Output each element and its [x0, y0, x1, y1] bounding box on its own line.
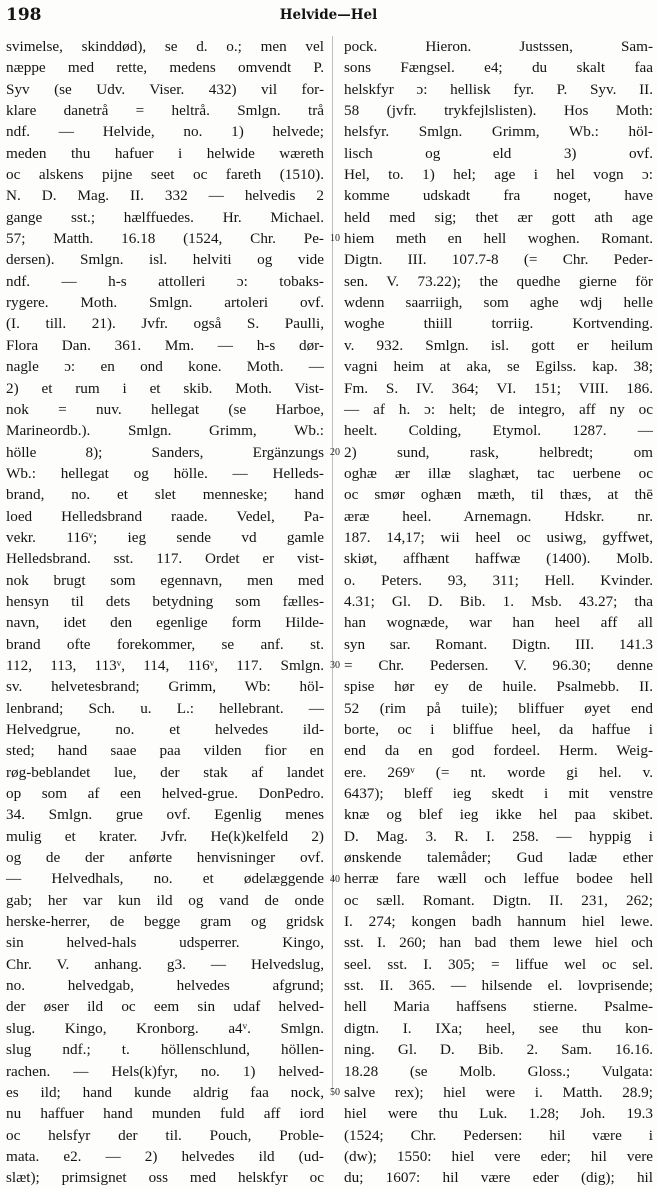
text-line: = Chr. Pedersen. V. 96.30; denne — [344, 656, 653, 674]
text-line: I. 274; kongen badh hannum hiel lewe. — [344, 913, 653, 931]
text-line: 4.31; Gl. D. Bib. 1. Msb. 43.27; tha — [344, 592, 653, 610]
text-line: (1524; Chr. Pedersen: hil være i — [344, 1126, 653, 1144]
text-line: salve rex); hiel were i. Matth. 28.9; — [344, 1083, 653, 1101]
text-line: mata. e2. — 2) helvedes ild (ud- — [6, 1147, 324, 1165]
text-line: vekr. 116ᵛ; ieg sende vd gamle — [6, 528, 324, 546]
line-number: 30 — [330, 660, 340, 672]
column-divider — [332, 36, 333, 1096]
text-line: op som af een helved-grue. DonPedro. — [6, 785, 324, 803]
text-line: æræ heel. Arnemagn. Hdskr. nr. — [344, 507, 653, 525]
text-line: Chr. V. anhang. g3. — Helvedslug, — [6, 955, 324, 973]
text-line: 52 (rim på tuile); bliffuer øyet end — [344, 699, 653, 717]
text-line: 58 (jvfr. trykfejlslisten). Hos Moth: — [344, 102, 653, 120]
text-line: o. Peters. 93, 311; Hell. Kvinder. — [344, 571, 653, 589]
text-line: herræ fare wæll och leffue bodee hell — [344, 870, 653, 888]
text-line: svimelse, skinddød), se d. o.; men vel — [6, 38, 324, 55]
text-line: du; 1607: hil være eder (dig); hil — [344, 1169, 653, 1187]
text-line: hiem meth en hell woghen. Romant. — [344, 230, 653, 248]
text-line: helsfyr. Smlgn. Grimm, Wb.: höl- — [344, 123, 653, 141]
page-number: 198 — [6, 5, 42, 25]
text-line: sst. II. 365. — hilsende el. lovprisende; — [344, 977, 653, 995]
text-line: rachen. — Hels(k)fyr, no. 1) helved- — [6, 1062, 324, 1080]
text-line: oc sæll. Romant. Digtn. II. 231, 262; — [344, 891, 653, 909]
text-line: brand, no. et slet menneske; hand — [6, 486, 324, 504]
text-line: vagni heim at aka, se Egilss. kap. 38; — [344, 358, 653, 376]
text-line: no. helvedgab, helvedes afgrund; — [6, 977, 324, 995]
text-line: oc alskens pijne seet oc fareth (1510). — [6, 166, 324, 184]
text-line: nagle ɔ: en ond kone. Moth. — — [6, 358, 324, 376]
text-line: Wb.: hellegat og hölle. — Helleds- — [6, 464, 324, 482]
text-line: skiøt, affhænt haffwæ (1400). Molb. — [344, 550, 653, 568]
text-line: — af h. ɔ: helt; de integro, aff ny oc — [344, 400, 653, 418]
text-line: sons Fængsel. e4; du skalt faa — [344, 59, 653, 77]
text-line: 57; Matth. 16.18 (1524, Chr. Pe- — [6, 230, 324, 248]
text-line: nok brugt som egennavn, men med — [6, 571, 324, 589]
line-number: 10 — [330, 233, 340, 245]
text-line: woghe thiill torriig. Kortvending. — [344, 315, 653, 333]
text-line: 2) et rum i et skib. Moth. Vist- — [6, 379, 324, 397]
text-line: oc helsfyr der til. Pouch, Proble- — [6, 1126, 324, 1144]
text-line: 18.28 (se Molb. Gloss.; Vulgata: — [344, 1062, 653, 1080]
text-line: Hel, to. 1) hel; age i hel vogn ɔ: — [344, 166, 653, 184]
text-line: komme udskadt fra noget, have — [344, 187, 653, 205]
text-line: wdenn saarriigh, som aghe wdj helle — [344, 294, 653, 312]
text-line: nu haffuer hand munden fuld aff iord — [6, 1105, 324, 1123]
text-line: borte, oc i bliffue heel, da haffue i — [344, 721, 653, 738]
text-line: han wognæde, war han heel aff all — [344, 614, 653, 632]
text-line: 6437); bleff ieg skedt i mit venstre — [344, 785, 653, 803]
line-number: 20 — [330, 446, 340, 458]
text-line: digtn. I. IXa; heel, see thu kon- — [344, 1019, 653, 1037]
text-line: sst. I. 260; han bad them lewe hiel och — [344, 934, 653, 952]
text-line: herske-herrer, de begge gram og gridsk — [6, 913, 324, 931]
text-line: (I. till. 21). Jvfr. også S. Paulli, — [6, 315, 324, 333]
text-line: lisch og eld 3) ovf. — [344, 144, 653, 162]
text-line: sen. V. 73.22); the quedhe gierne för — [344, 272, 653, 290]
left-column — [6, 36, 324, 1187]
text-line: rygere. Moth. Smlgn. artoleri ovf. — [6, 294, 324, 312]
text-line: knæ og blef ieg ikke hel paa skibet. — [344, 806, 653, 824]
text-line: mulig et krater. Jvfr. He(k)kelfeld 2) — [6, 827, 324, 845]
text-line: Flora Dan. 361. Mm. — h-s dør- — [6, 336, 324, 354]
text-line: meden thu hafuer i helwide wæreth — [6, 144, 324, 162]
text-line: heelt. Colding, Etymol. 1287. — — [344, 422, 653, 440]
text-line: 112, 113, 113ᵛ, 114, 116ᵛ, 117. Smlgn. — [6, 656, 324, 674]
text-line: Syv (se Udv. Viser. 432) vil for- — [6, 80, 324, 98]
text-line: end da en god fordeel. Herm. Weig- — [344, 742, 653, 760]
text-line: — Helvedhals, no. et ødelæggende — [6, 870, 324, 888]
line-number: 40 — [330, 873, 340, 885]
text-line: ning. Gl. D. Bib. 2. Sam. 16.16. — [344, 1041, 653, 1059]
text-line: slug. Kingo, Kronborg. a4ᵛ. Smlgn. — [6, 1019, 324, 1037]
right-column — [344, 36, 653, 1187]
text-line: 187. 14,17; wii heel oc usiwg, gyffwet, — [344, 528, 653, 546]
text-line: seel. sst. I. 305; = liffue wel oc sel. — [344, 955, 653, 973]
page-header — [0, 0, 657, 30]
text-line: N. D. Mag. II. 332 — helvedis 2 — [6, 187, 324, 205]
text-line: (dw); 1550: hiel vere eder; hil vere — [344, 1147, 653, 1165]
text-line: hell Maria haffsens stierne. Psalme- — [344, 998, 653, 1016]
text-line: pock. Hieron. Justssen, Sam- — [344, 38, 653, 55]
text-line: syn sar. Romant. Digtn. III. 141.3 — [344, 635, 653, 653]
text-line: D. Mag. 3. R. I. 258. — hyppig i — [344, 827, 653, 845]
text-line: Helvedgrue, no. et helvedes ild- — [6, 721, 324, 738]
text-line: brand ofte forekommer, se anf. st. — [6, 635, 324, 653]
text-line: hiel were thu Luk. 1.28; Joh. 19.3 — [344, 1105, 653, 1123]
text-line: v. 932. Smlgn. isl. gott er heilum — [344, 336, 653, 354]
text-line: Helledsbrand. sst. 117. Ordet er vist- — [6, 550, 324, 568]
text-line: 34. Smlgn. grue ovf. Egenlig menes — [6, 806, 324, 824]
text-line: loed Helledsbrand raade. Vedel, Pa- — [6, 507, 324, 525]
text-line: spise hør ey de huile. Psalmebb. II. — [344, 678, 653, 696]
line-number: 50 — [330, 1087, 340, 1099]
text-line: sted; hand saae paa vilden fior en — [6, 742, 324, 760]
text-line: lenbrand; Sch. u. L.: hellebrant. — — [6, 699, 324, 717]
text-line: ere. 269ᵛ (= nt. worde gi hel. v. — [344, 763, 653, 781]
text-line: sin helved-hals udsperrer. Kingo, — [6, 934, 324, 952]
text-line: dersen). Smlgn. isl. helviti og vide — [6, 251, 324, 269]
text-line: slæt); primsignet oss med helskfyr oc — [6, 1169, 324, 1187]
text-line: klare danetrå = heltrå. Smlgn. trå — [6, 102, 324, 120]
text-line: oc smør oghæn mæth, til thæs, at thē — [344, 486, 653, 504]
text-line: 2) sund, rask, helbredt; om — [344, 443, 653, 461]
text-line: gange sst.; hælffuedes. Hr. Michael. — [6, 208, 324, 226]
text-line: held med sig; thet ær gott ath age — [344, 208, 653, 226]
text-line: slug ndf.; t. höllenschlund, höllen- — [6, 1041, 324, 1059]
text-line: navn, idet den egenlige form Hilde- — [6, 614, 324, 632]
text-line: Digtn. III. 107.7-8 (= Chr. Peder- — [344, 251, 653, 269]
text-line: oghæ ær illæ slaghæt, tac uerbene oc — [344, 464, 653, 482]
text-line: nok = nuv. hellegat (se Harboe, — [6, 400, 324, 418]
text-line: es ild; hand kunde aldrig faa nock, — [6, 1083, 324, 1101]
text-line: hensyn til dets betydning som fælles- — [6, 592, 324, 610]
text-line: gab; her var kun ild og vand de onde — [6, 891, 324, 909]
text-line: helskfyr ɔ: hellisk fyr. P. Syv. II. — [344, 80, 653, 98]
text-line: ndf. — Helvide, no. 1) helvede; — [6, 123, 324, 141]
text-line: røg-beblandet lue, der stak af landet — [6, 763, 324, 781]
text-line: Marineordb.). Smlgn. Grimm, Wb.: — [6, 422, 324, 440]
text-line: der øser ild oc eem sin udaf helved- — [6, 998, 324, 1016]
text-line: og de der anførte henvisninger ovf. — [6, 849, 324, 867]
text-line: sv. helvetesbrand; Grimm, Wb: höl- — [6, 678, 324, 696]
text-line: næppe med rette, medens omvendt P. — [6, 59, 324, 77]
text-line: ønskende talemåder; Gud ladæ ether — [344, 849, 653, 867]
running-head: Helvide—Hel — [279, 7, 378, 23]
text-line: Fm. S. IV. 364; VI. 151; VIII. 186. — [344, 379, 653, 397]
text-line: hölle 8); Sanders, Ergänzungs — [6, 443, 324, 461]
text-line: ndf. — h-s attolleri ɔ: tobaks- — [6, 272, 324, 290]
